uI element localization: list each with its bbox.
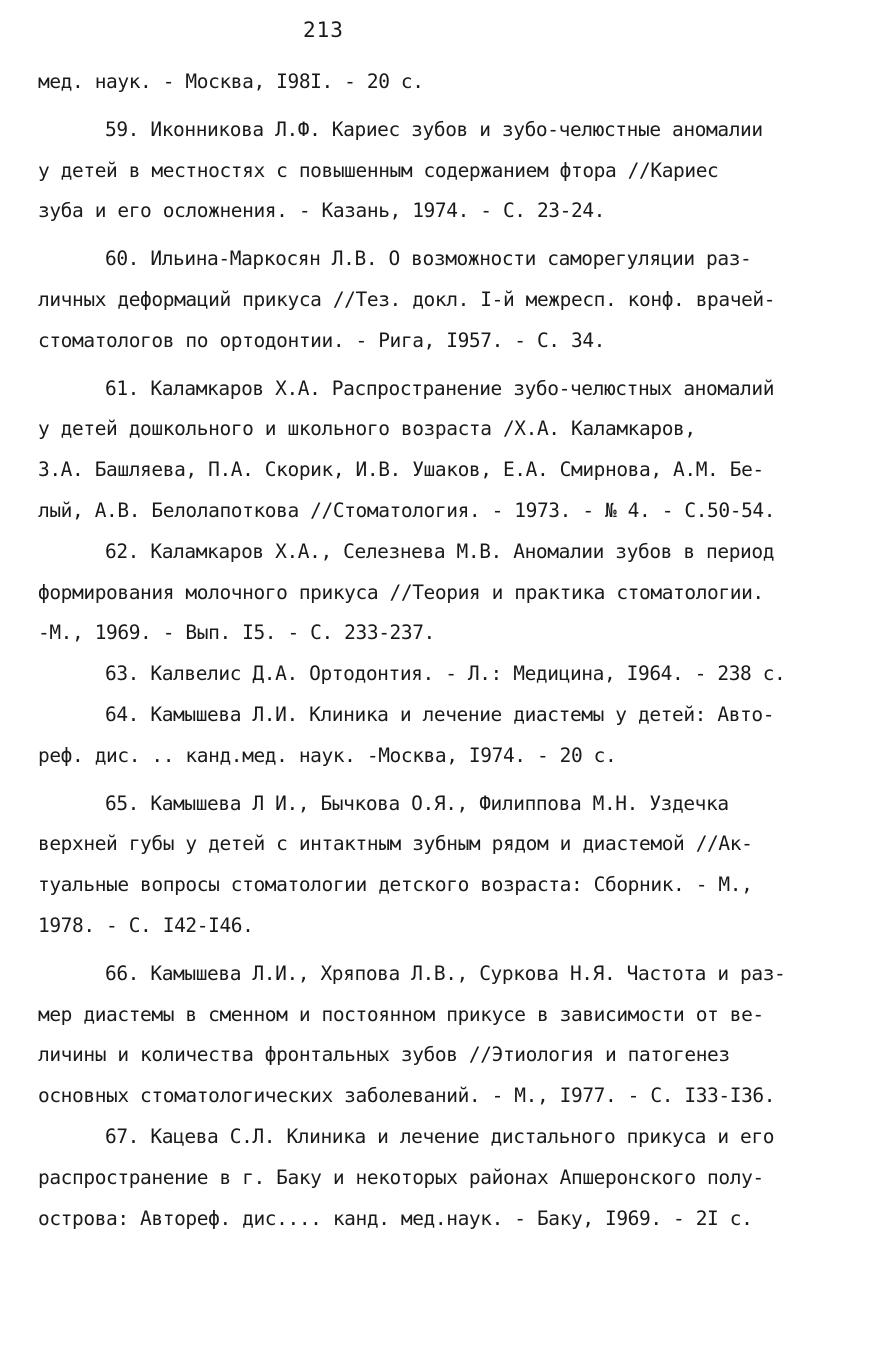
reference-entry-first-line: 65. Камышева Л И., Бычкова О.Я., Филиппова М.Н. Уздечка (105, 791, 729, 815)
reference-entry-first-line: 61. Каламкаров Х.А. Распространение зубо-челюстных аномалий (105, 376, 775, 400)
paragraph-gap (38, 362, 858, 369)
text-line: у детей дошкольного и школьного возраста /Х.А. Каламкаров, (38, 417, 696, 441)
reference-entry-first-line: 64. Камышева Л.И. Клиника и лечение диастемы у детей: Авто- (105, 702, 775, 726)
paragraph-gap (38, 232, 858, 239)
bibliography-text (38, 62, 858, 1239)
paragraph-gap (38, 777, 858, 784)
text-line: личных деформаций прикуса //Тез. докл. I-й межресп. конф. врачей- (38, 287, 776, 311)
text-line: распространение в г. Баку и некоторых районах Апшеронского полу- (38, 1165, 764, 1189)
text-line: 1978. - С. I42-I46. (38, 913, 254, 937)
text-line: личины и количества фронтальных зубов //Этиология и патогенез (38, 1043, 730, 1067)
reference-entry-first-line: 59. Иконникова Л.Ф. Кариес зубов и зубо-челюстные аномалии (105, 117, 763, 141)
text-line: стоматологов по ортодонтии. - Рига, I957. - С. 34. (38, 328, 605, 352)
text-line: формирования молочного прикуса //Теория и практика стоматологии. (38, 580, 764, 604)
reference-entry-first-line: 63. Калвелис Д.А. Ортодонтия. - Л.: Медицина, I964. - 238 с. (105, 662, 786, 686)
paragraph-gap (38, 947, 858, 954)
reference-entry-first-line: 62. Каламкаров Х.А., Селезнева М.В. Аномалии зубов в период (105, 539, 775, 563)
text-line: мер диастемы в сменном и постоянном прикусе в зависимости от ве- (38, 1002, 764, 1026)
text-line: реф. дис. .. канд.мед. наук. -Москва, I974. - 20 с. (38, 743, 617, 767)
text-line: у детей в местностях с повышенным содержанием фтора //Кариес (38, 158, 719, 182)
text-line: мед. наук. - Москва, I98I. - 20 с. (38, 70, 424, 93)
reference-entry-first-line: 67. Кацева С.Л. Клиника и лечение дистального прикуса и его (105, 1124, 775, 1148)
page-number: 213 (303, 18, 344, 42)
reference-entry-first-line: 66. Камышева Л.И., Хряпова Л.В., Суркова Н.Я. Частота и раз- (105, 961, 786, 985)
paragraph-gap (38, 103, 858, 110)
text-line: верхней губы у детей с интактным зубным рядом и диастемой //Ак- (38, 832, 753, 856)
text-line: зуба и его осложнения. - Казань, 1974. - С. 23-24. (38, 199, 605, 223)
text-line: острова: Автореф. дис.... канд. мед.наук. - Баку, I969. - 2I с. (38, 1206, 753, 1230)
text-line: лый, А.В. Белолапоткова //Стоматология. - 1973. - № 4. - С.50-54. (38, 498, 776, 522)
text-line: туальные вопросы стоматологии детского возраста: Сборник. - М., (38, 873, 753, 897)
text-line: З.А. Башляева, П.А. Скорик, И.В. Ушаков, Е.А. Смирнова, А.М. Бе- (38, 458, 764, 482)
text-line: основных стоматологических заболеваний. - М., I977. - С. I33-I36. (38, 1084, 776, 1108)
reference-entry-first-line: 60. Ильина-Маркосян Л.В. О возможности саморегуляции раз- (105, 247, 752, 271)
text-line: -М., 1969. - Вып. I5. - С. 233-237. (38, 621, 435, 645)
